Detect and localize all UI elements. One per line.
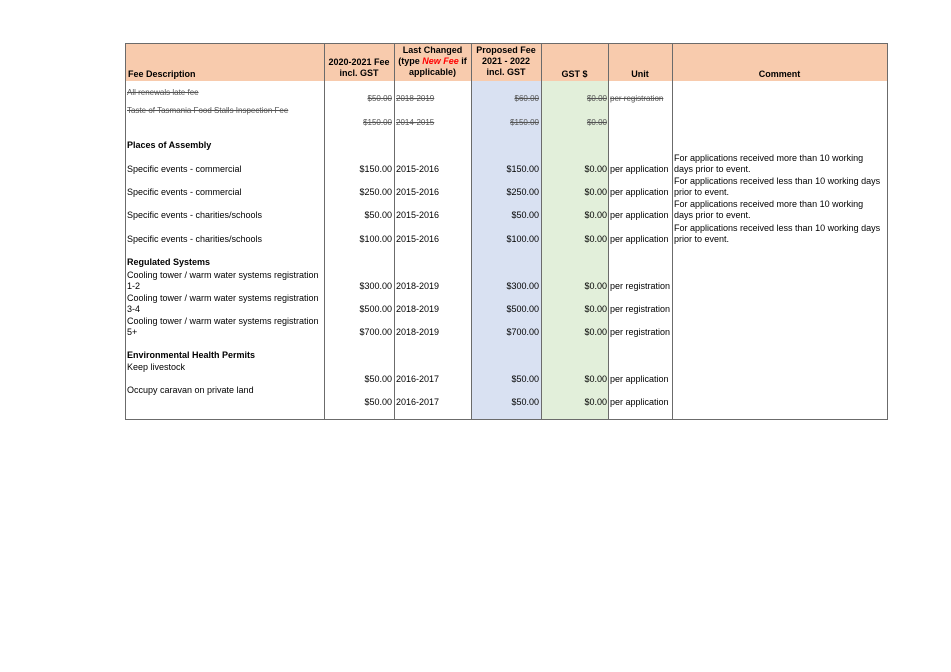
row-fee: $50.00 (367, 94, 392, 103)
comment-line: prior to event. (674, 234, 730, 244)
row-description (127, 316, 319, 338)
row-comment (674, 223, 880, 245)
row-proposed: $50.00 (511, 397, 539, 407)
header-gst: GST $ (561, 69, 588, 79)
comment-line: For applications received less than 10 working days (674, 176, 881, 186)
col-divider (608, 44, 609, 419)
row-description: Occupy caravan on private land (127, 385, 254, 395)
row-proposed: $50.00 (511, 210, 539, 220)
row-proposed: $250.00 (506, 187, 539, 197)
row-gst: $0.00 (584, 187, 607, 197)
row-fee: $300.00 (359, 281, 392, 291)
section-title: Environmental Health Permits (127, 350, 256, 360)
header-line: 2021 - 2022 (481, 56, 531, 66)
row-changed: 2015-2016 (396, 164, 440, 174)
new-fee-label: New Fee (422, 56, 459, 66)
header-last-changed (394, 45, 471, 78)
row-changed: 2015-2016 (396, 234, 440, 244)
row-changed: 2015-2016 (396, 187, 440, 197)
section-title: Regulated Systems (127, 257, 211, 267)
row-description: Specific events - commercial (127, 187, 242, 197)
row-unit: per registration (610, 304, 671, 314)
header-line: incl. GST (486, 67, 526, 77)
row-gst: $0.00 (586, 118, 607, 127)
row-fee: $500.00 (359, 304, 392, 314)
row-fee: $150.00 (363, 118, 392, 127)
row-gst: $0.00 (584, 304, 607, 314)
description-line: 1-2 (127, 281, 141, 291)
row-description: All renewals late fee (127, 88, 199, 97)
row-comment (674, 153, 863, 175)
header-line: incl. GST (339, 68, 379, 78)
row-comment (674, 176, 880, 198)
row-description: Specific events - charities/schools (127, 210, 263, 220)
row-description: Keep livestock (127, 362, 186, 372)
row-gst: $0.00 (584, 281, 607, 291)
row-gst: $0.00 (586, 94, 607, 103)
comment-line: For applications received more than 10 working (674, 199, 864, 209)
description-line: 3-4 (127, 304, 141, 314)
row-unit: per application (610, 210, 669, 220)
row-proposed: $100.00 (506, 234, 539, 244)
fee-table (125, 43, 888, 420)
row-fee: $250.00 (359, 187, 392, 197)
row-changed: 2018-2019 (396, 281, 440, 291)
row-description: Specific events - commercial (127, 164, 242, 174)
row-gst: $0.00 (584, 327, 607, 337)
row-proposed: $500.00 (506, 304, 539, 314)
row-proposed: $60.00 (514, 94, 539, 103)
gst-column-shade (542, 81, 608, 419)
header-line: applicable) (408, 67, 456, 77)
comment-line: prior to event. (674, 187, 730, 197)
row-changed: 2018-2019 (396, 94, 435, 103)
row-unit: per application (610, 397, 669, 407)
header-proposed-fee (471, 45, 541, 78)
row-gst: $0.00 (584, 397, 607, 407)
row-unit: per application (610, 164, 669, 174)
description-line: 5+ (127, 327, 138, 337)
description-line: Cooling tower / warm water systems registration (127, 293, 319, 303)
row-gst: $0.00 (584, 210, 607, 220)
row-unit: per registration (610, 327, 671, 337)
row-proposed: $700.00 (506, 327, 539, 337)
row-unit: per registration (610, 281, 671, 291)
header-line (394, 56, 471, 67)
row-fee: $150.00 (359, 164, 392, 174)
row-fee: $100.00 (359, 234, 392, 244)
comment-line: For applications received more than 10 working (674, 153, 864, 163)
row-fee: $700.00 (359, 327, 392, 337)
row-proposed: $300.00 (506, 281, 539, 291)
row-unit: per application (610, 374, 669, 384)
col-divider (394, 44, 395, 419)
row-fee: $50.00 (364, 374, 392, 384)
header-line: Proposed Fee (476, 45, 536, 55)
row-description: Specific events - charities/schools (127, 234, 263, 244)
header-2020-2021-fee (324, 57, 394, 79)
header-text: if (458, 56, 467, 66)
header-line: 2020-2021 Fee (328, 57, 390, 67)
header-line: Last Changed (402, 45, 463, 55)
row-description: Taste of Tasmania Food Stalls Inspection Fee (127, 106, 289, 115)
header-unit: Unit (631, 69, 649, 79)
row-unit: per application (610, 187, 669, 197)
row-proposed: $150.00 (506, 164, 539, 174)
row-changed: 2016-2017 (396, 397, 440, 407)
row-unit: per registration (610, 94, 664, 103)
row-gst: $0.00 (584, 374, 607, 384)
row-changed: 2015-2016 (396, 210, 440, 220)
row-comment (674, 199, 863, 221)
row-changed: 2018-2019 (396, 327, 440, 337)
row-changed: 2018-2019 (396, 304, 440, 314)
row-description (127, 270, 319, 292)
row-description (127, 293, 319, 315)
row-proposed: $50.00 (511, 374, 539, 384)
proposed-column-shade (471, 81, 541, 419)
header-fee-description: Fee Description (128, 69, 196, 79)
row-changed: 2016-2017 (396, 374, 440, 384)
col-divider (672, 44, 673, 419)
header-comment: Comment (758, 69, 801, 79)
comment-line: days prior to event. (674, 210, 751, 220)
comment-line: days prior to event. (674, 164, 751, 174)
header-text: (type (398, 56, 423, 66)
row-changed: 2014-2015 (396, 118, 435, 127)
row-fee: $50.00 (364, 210, 392, 220)
comment-line: For applications received less than 10 working days (674, 223, 881, 233)
section-title: Places of Assembly (127, 140, 212, 150)
row-gst: $0.00 (584, 234, 607, 244)
row-gst: $0.00 (584, 164, 607, 174)
description-line: Cooling tower / warm water systems registration (127, 316, 319, 326)
description-line: Cooling tower / warm water systems registration (127, 270, 319, 280)
row-unit: per application (610, 234, 669, 244)
row-proposed: $150.00 (510, 118, 539, 127)
row-fee: $50.00 (364, 397, 392, 407)
